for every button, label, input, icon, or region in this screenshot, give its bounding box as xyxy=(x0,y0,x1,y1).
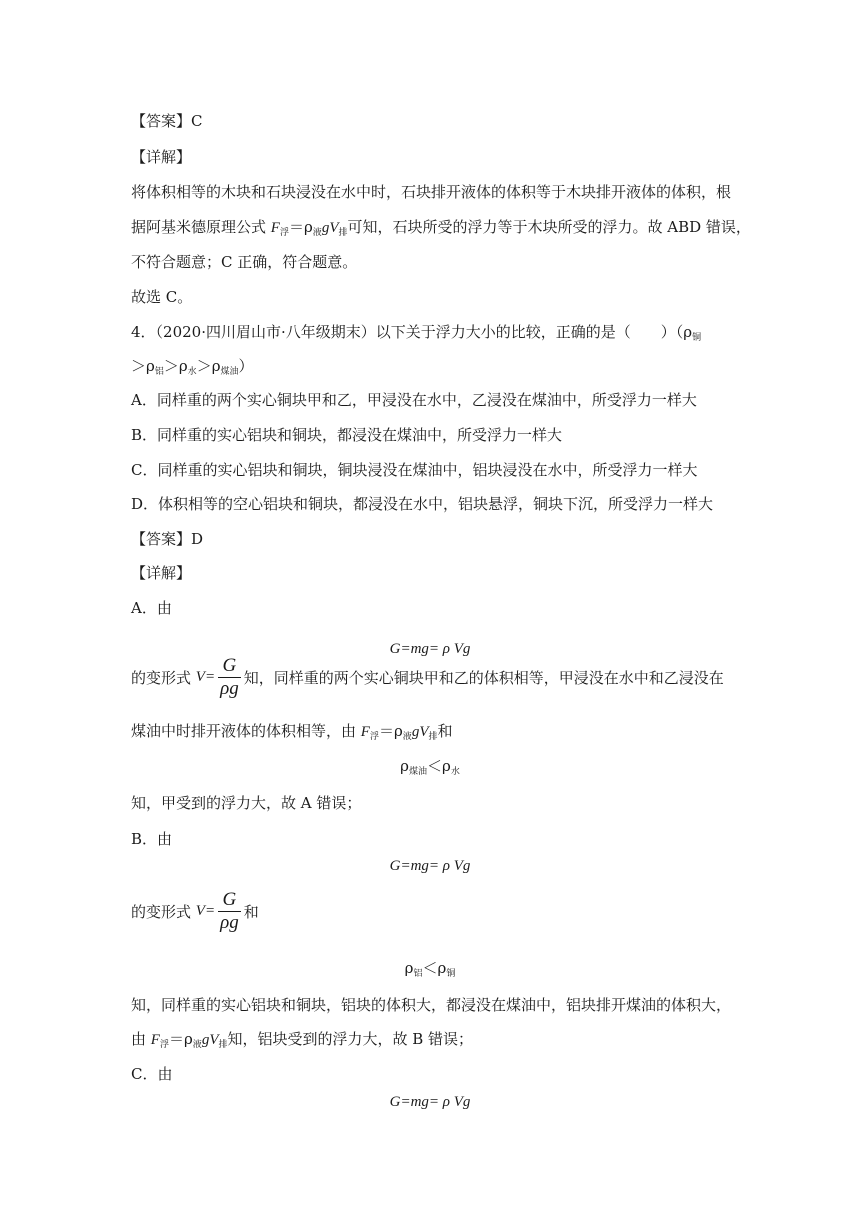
detail-label: 【详解】 xyxy=(131,148,192,166)
formula-G: G=mg= ρ Vg xyxy=(389,641,471,657)
question-stem-cont: $>\rho_铝>\rho_水>\rho_{煤油}$） xyxy=(131,357,254,377)
question-stem: 4．（2020·四川眉山市·八年级期末）以下关于浮力大小的比较，正确的是（ ）（$\rho_铜$ xyxy=(131,323,702,343)
answer-label: 【答案】D xyxy=(131,530,204,548)
fraction-G-over-rho-g: $\frac{G}{\rho g}$ xyxy=(220,655,239,699)
section-b-intro: B．由 xyxy=(131,830,173,848)
section-c-intro: C．由 xyxy=(131,1065,173,1083)
paragraph-line: 不符合题意；C 正确，符合题意。 xyxy=(131,253,358,271)
option-a: A．同样重的两个实心铜块甲和乙，甲浸没在水中，乙浸没在煤油中，所受浮力一样大 xyxy=(131,391,697,409)
paragraph-line: 煤油中时排开液体的体积相等，由 $F_浮=\rho_液gV_排$和 xyxy=(131,722,453,742)
paragraph-line: 故选 C。 xyxy=(131,288,193,306)
density-compare-2: $\rho_铝<\rho_铜$ xyxy=(404,959,456,979)
section-a-intro: A．由 xyxy=(131,599,172,617)
option-d: D．体积相等的空心铝块和铜块，都浸没在水中，铝块悬浮，铜块下沉，所受浮力一样大 xyxy=(131,495,714,513)
paragraph-line: 由 $F_浮=\rho_液gV_排$知，铝块受到的浮力大，故 B 错误； xyxy=(131,1030,474,1050)
detail-label: 【详解】 xyxy=(131,564,192,582)
fraction-G-over-rho-g: $\frac{G}{\rho g}$ xyxy=(220,889,239,933)
paragraph-line: 将体积相等的木块和石块浸没在水中时，石块排开液体的体积等于木块排开液体的体积，根 xyxy=(131,183,732,201)
answer-label: 【答案】C xyxy=(131,112,203,130)
formula-G: G=mg= ρ Vg xyxy=(389,1094,471,1110)
deform-line-b: 的变形式 V= $\frac{G}{\rho g}$ 和 xyxy=(131,889,259,933)
formula-G: G=mg= ρ Vg xyxy=(389,858,471,874)
paragraph-line: 知，同样重的实心铝块和铜块，铝块的体积大，都浸没在煤油中，铝块排开煤油的体积大， xyxy=(131,996,732,1014)
deform-line-a: 的变形式 V= $\frac{G}{\rho g}$ 知，同样重的两个实心铜块甲和乙的体积相等，甲浸没在水中和乙浸没在 xyxy=(131,655,724,699)
density-compare-1: $\rho_{煤油}<\rho_水$ xyxy=(400,757,460,777)
paragraph-line: 知，甲受到的浮力大，故 A 错误； xyxy=(131,794,362,812)
paragraph-line: 据阿基米德原理公式 $F_浮=\rho_液gV_排$可知，石块所受的浮力等于木块所受的浮力。故 ABD 错误， xyxy=(131,218,751,238)
option-c: C．同样重的实心铝块和铜块，铜块浸没在煤油中，铝块浸没在水中，所受浮力一样大 xyxy=(131,461,698,479)
option-b: B．同样重的实心铝块和铜块，都浸没在煤油中，所受浮力一样大 xyxy=(131,426,563,444)
